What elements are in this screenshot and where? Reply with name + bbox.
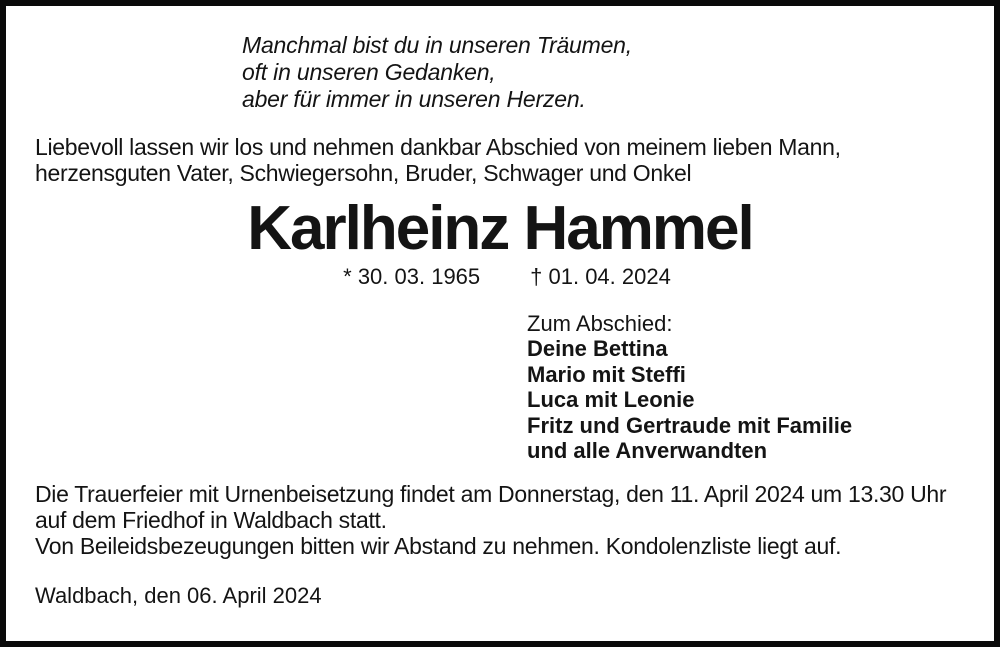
birth-date: * 30. 03. 1965 bbox=[343, 264, 481, 289]
mourner-line: Mario mit Steffi bbox=[527, 361, 686, 387]
service-line: Die Trauerfeier mit Urnenbeisetzung findet am Donnerstag, den 11. April 2024 um 13.30 Uhr bbox=[35, 481, 947, 507]
verse-line: aber für immer in unseren Herzen. bbox=[242, 86, 586, 112]
verse-line: oft in unseren Gedanken, bbox=[242, 59, 496, 85]
mourner-line: und alle Anverwandten bbox=[527, 438, 768, 464]
mourner-line: Deine Bettina bbox=[527, 336, 668, 362]
memorial-verse bbox=[242, 32, 632, 113]
intro-text bbox=[35, 134, 841, 186]
verse-line: Manchmal bist du in unseren Träumen, bbox=[242, 32, 632, 58]
service-line: Von Beileidsbezeugungen bitten wir Abstand zu nehmen. Kondolenzliste liegt auf. bbox=[35, 533, 842, 559]
service-line: auf dem Friedhof in Waldbach statt. bbox=[35, 507, 387, 533]
death-date: † 01. 04. 2024 bbox=[530, 264, 671, 289]
closing-line: Waldbach, den 06. April 2024 bbox=[35, 583, 322, 608]
life-dates bbox=[6, 264, 994, 290]
service-info bbox=[35, 481, 946, 559]
mourner-line: Fritz und Gertraude mit Familie bbox=[527, 412, 853, 438]
mourner-line: Luca mit Leonie bbox=[527, 387, 695, 413]
farewell-heading: Zum Abschied: bbox=[527, 311, 673, 336]
farewell-block bbox=[527, 311, 852, 463]
intro-line: herzensguten Vater, Schwiegersohn, Bruder, Schwager und Onkel bbox=[35, 160, 692, 186]
intro-line: Liebevoll lassen wir los und nehmen dankbar Abschied von meinem lieben Mann, bbox=[35, 134, 841, 160]
deceased-name: Karlheinz Hammel bbox=[247, 194, 753, 263]
